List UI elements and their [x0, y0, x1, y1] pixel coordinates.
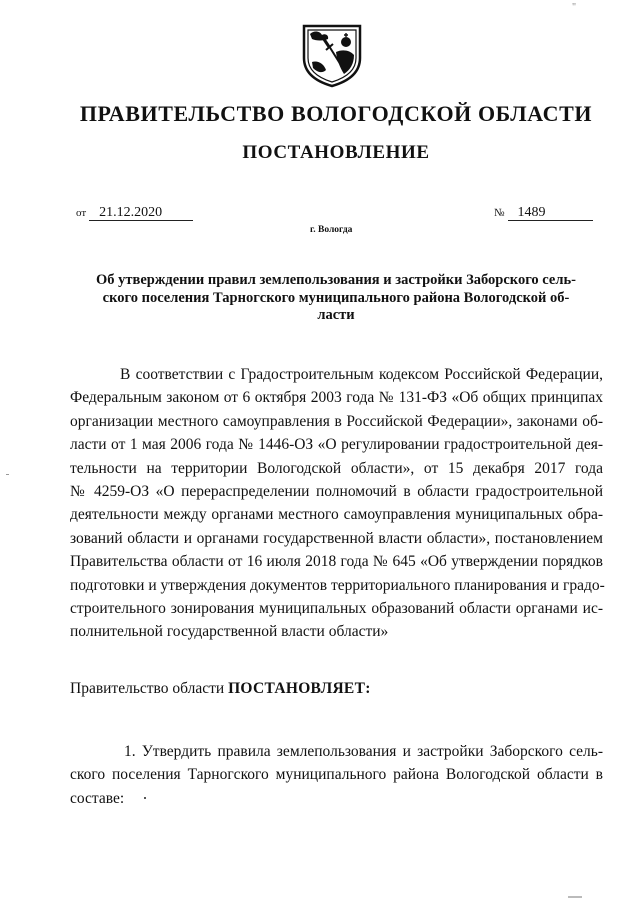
decree-statement: [70, 680, 371, 698]
subject-line: Об утверждении правил землепользования и застройки Заборского сель-: [96, 272, 576, 288]
paragraph-line: подготовки и утверждения документов территориального планирования и градо-: [70, 576, 605, 594]
paragraph-line: строительного зонирования муниципальных образований области органами ис-: [70, 600, 603, 618]
decree-subject: Правительство области: [70, 680, 225, 697]
paragraph-line: полнительной государственной власти области»: [70, 623, 389, 641]
paragraph-line: Правительства области от 16 июля 2018 года № 645 «Об утверждении порядков: [70, 553, 603, 571]
date-value: 21.12.2020: [89, 205, 193, 221]
document-type-heading: ПОСТАНОВЛЕНИЕ: [242, 142, 430, 163]
subject-line: ласти: [317, 307, 355, 323]
scan-corner-mark: ": [572, 2, 577, 13]
preamble-paragraph: [70, 363, 603, 644]
government-title: ПРАВИТЕЛЬСТВО ВОЛОГОДСКОЙ ОБЛАСТИ: [79, 101, 593, 126]
scan-bottom-mark: [568, 896, 582, 898]
paragraph-line: ласти от 1 мая 2006 года № 1446-ОЗ «О регулировании градостроительной дея-: [70, 436, 603, 454]
city-label: г. Вологда: [310, 225, 353, 235]
paragraph-line: В соответствии с Градостроительным кодексом Российской Федерации,: [120, 366, 603, 383]
scan-dot-mark: [144, 797, 146, 799]
paragraph-line: № 4259-ОЗ «О перераспределении полномочий в области градостроительной: [70, 483, 603, 501]
number-field: [494, 205, 593, 221]
scan-margin-mark: [6, 474, 9, 475]
item-line: ского поселения Тарногского муниципального района Вологодской области в: [70, 766, 603, 784]
paragraph-line: деятельности между органами местного самоуправления муниципальных обра-: [70, 506, 603, 524]
paragraph-line: организации местного самоуправления в Российской Федерации», законами об-: [70, 412, 603, 430]
item-line: составе:: [70, 789, 125, 807]
vologda-coat-of-arms-icon: [300, 22, 364, 88]
item-line: 1. Утвердить правила землепользования и застройки Заборского сель-: [124, 743, 603, 760]
paragraph-line: Федеральным законом от 6 октября 2003 года № 131-ФЗ «Об общих принципах: [70, 389, 603, 407]
date-field: [76, 205, 193, 221]
date-prefix: от: [76, 207, 87, 219]
document-subject: [70, 272, 602, 325]
decree-item-1: [70, 740, 603, 810]
number-prefix: №: [494, 207, 505, 219]
number-value: 1489: [508, 205, 593, 221]
subject-line: ского поселения Тарногского муниципального района Вологодской об-: [102, 289, 570, 306]
paragraph-line: тельности на территории Вологодской области», от 15 декабря 2017 года: [70, 459, 603, 477]
paragraph-line: зований области и органами государственной власти области», постановлением: [70, 529, 603, 547]
decree-verb: ПОСТАНОВЛЯЕТ:: [228, 680, 371, 697]
